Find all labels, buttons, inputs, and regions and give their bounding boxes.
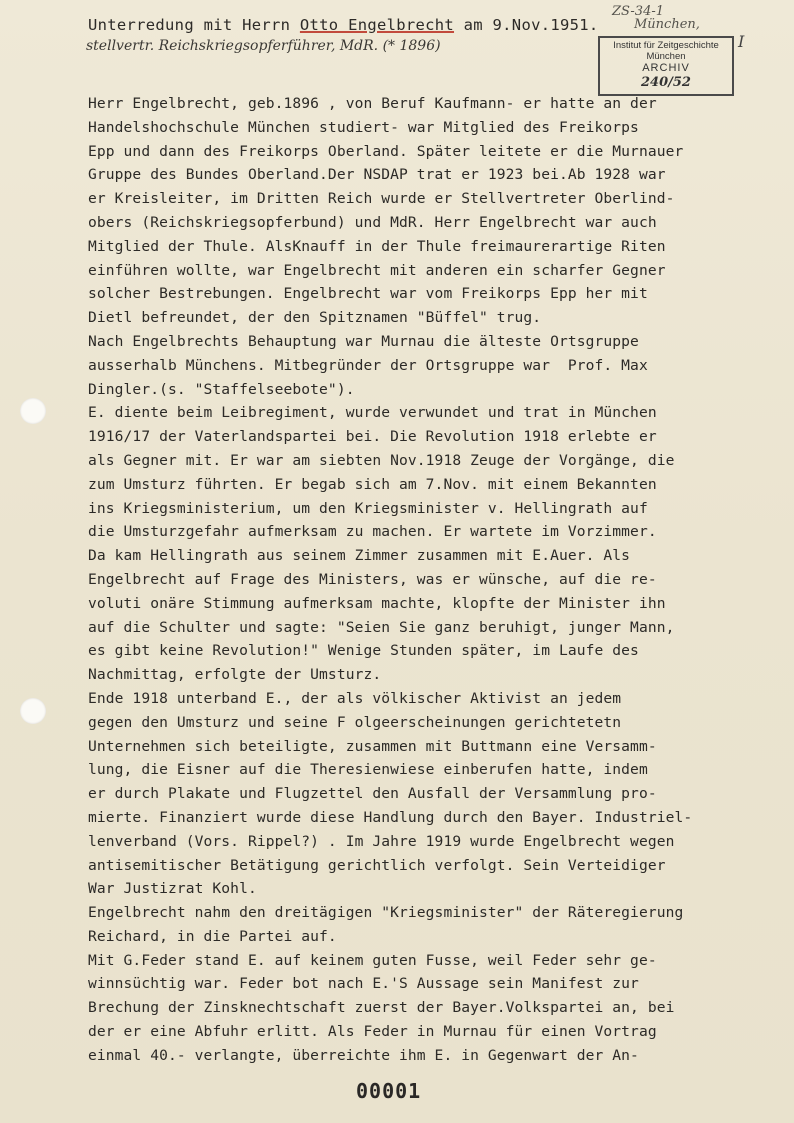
body-line: Reichard, in die Partei auf. (88, 927, 337, 945)
body-line: Mitglied der Thule. AlsKnauff in der Thule freimaurerartige Riten (88, 237, 666, 255)
body-line: als Gegner mit. Er war am siebten Nov.1918 Zeuge der Vorgänge, die (88, 451, 675, 469)
body-line: einführen wollte, war Engelbrecht mit anderen ein scharfer Gegner (88, 261, 666, 279)
archive-signature-note (612, 4, 732, 32)
body-line: Unternehmen sich beteiligte, zusammen mit Buttmann eine Versamm- (88, 737, 657, 755)
body-line: Da kam Hellingrath aus seinem Zimmer zusammen mit E.Auer. Als (88, 547, 631, 565)
body-line: der er eine Abfuhr erlitt. Als Feder in Murnau für einen Vortrag (88, 1023, 657, 1041)
body-line: gegen den Umsturz und seine F olgeerscheinungen gerichtetetn (88, 713, 622, 731)
stamp-institute: Institut für Zeitgeschichte (613, 40, 719, 51)
body-line: Engelbrecht auf Frage des Ministers, was er wünsche, auf die re- (88, 570, 657, 588)
body-line: Nachmittag, erfolgte der Umsturz. (88, 666, 382, 684)
margin-mark: I (738, 32, 745, 51)
archive-signature: ZS-34-1 (612, 4, 665, 19)
body-line: Epp und dann des Freikorps Oberland. Später leitete er die Murnauer (88, 142, 684, 160)
body-line: ins Kriegsministerium, um den Kriegsminister v. Hellingrath auf (88, 499, 648, 517)
body-line: lung, die Eisner auf die Theresienwiese einberufen hatte, indem (88, 761, 648, 779)
stamp-city: München (646, 51, 686, 62)
punch-hole-top (20, 398, 46, 424)
body-line: Handelshochschule München studiert- war Mitglied des Freikorps (88, 118, 639, 136)
body-line: 1916/17 der Vaterlandspartei bei. Die Revolution 1918 erlebte er (88, 428, 657, 446)
body-line: er durch Plakate und Flugzettel den Ausfall der Versammlung pro- (88, 785, 657, 803)
body-line: Dingler.(s. "Staffelseebote"). (88, 380, 355, 398)
body-line: Mit G.Feder stand E. auf keinem guten Fusse, weil Feder sehr ge- (88, 951, 657, 969)
archive-stamp (598, 36, 734, 96)
body-line: Herr Engelbrecht, geb.1896 , von Beruf Kaufmann- er hatte an der (88, 95, 657, 112)
body-line: die Umsturzgefahr aufmerksam zu machen. Er wartete im Vorzimmer. (88, 523, 657, 541)
body-line: einmal 40.- verlangte, überreichte ihm E. in Gegenwart der An- (88, 1046, 639, 1064)
document-title (88, 16, 628, 34)
stamp-archive: ARCHIV (642, 62, 690, 74)
body-line: voluti onäre Stimmung aufmerksam machte, klopfte der Minister ihn (88, 594, 666, 612)
stamp-number: 240/52 (641, 75, 691, 90)
body-line: solcher Bestrebungen. Engelbrecht war vom Freikorps Epp her mit (88, 285, 648, 303)
archive-city-note: München, (634, 17, 700, 32)
title-name: Otto Engelbrecht (299, 16, 455, 34)
interview-body-text (88, 92, 768, 1068)
handwritten-annotation: stellvertr. Reichskriegsopferführer, MdR. (* 1896) (86, 38, 441, 54)
body-line: es gibt keine Revolution!" Wenige Stunden später, im Laufe des (88, 642, 639, 660)
body-line: zum Umsturz führten. Er begab sich am 7.Nov. mit einem Bekannten (88, 475, 657, 493)
body-line: War Justizrat Kohl. (88, 880, 257, 898)
body-line: Nach Engelbrechts Behauptung war Murnau die älteste Ortsgruppe (88, 332, 639, 350)
body-line: obers (Reichskriegsopferbund) und MdR. Herr Engelbrecht war auch (88, 213, 657, 231)
body-line: mierte. Finanziert wurde diese Handlung durch den Bayer. Industriel- (88, 808, 693, 826)
punch-hole-bottom (20, 698, 46, 724)
body-line: Gruppe des Bundes Oberland.Der NSDAP trat er 1923 bei.Ab 1928 war (88, 166, 666, 184)
body-line: lenverband (Vors. Rippel?) . Im Jahre 1919 wurde Engelbrecht wegen (88, 832, 675, 850)
body-line: Engelbrecht nahm den dreitägigen "Kriegsminister" der Räteregierung (88, 904, 684, 922)
body-line: er Kreisleiter, im Dritten Reich wurde er Stellvertreter Oberlind- (88, 190, 675, 208)
body-line: Brechung der Zinsknechtschaft zuerst der Bayer.Volkspartei an, bei (88, 999, 675, 1017)
body-line: auf die Schulter und sagte: "Seien Sie ganz beruhigt, junger Mann, (88, 618, 675, 636)
page-number: 00001 (356, 1079, 422, 1103)
title-suffix: am 9.Nov.1951. (454, 16, 599, 34)
body-line: E. diente beim Leibregiment, wurde verwundet und trat in München (88, 404, 657, 422)
body-line: Dietl befreundet, der den Spitznamen "Büffel" trug. (88, 309, 542, 327)
title-prefix: Unterredung mit Herrn (88, 16, 300, 34)
body-line: winnsüchtig war. Feder bot nach E.'S Aussage sein Manifest zur (88, 975, 639, 993)
body-line: ausserhalb Münchens. Mitbegründer der Ortsgruppe war Prof. Max (88, 356, 648, 374)
body-line: antisemitischer Betätigung gerichtlich verfolgt. Sein Verteidiger (88, 856, 666, 874)
body-line: Ende 1918 unterband E., der als völkischer Aktivist an jedem (88, 689, 622, 707)
